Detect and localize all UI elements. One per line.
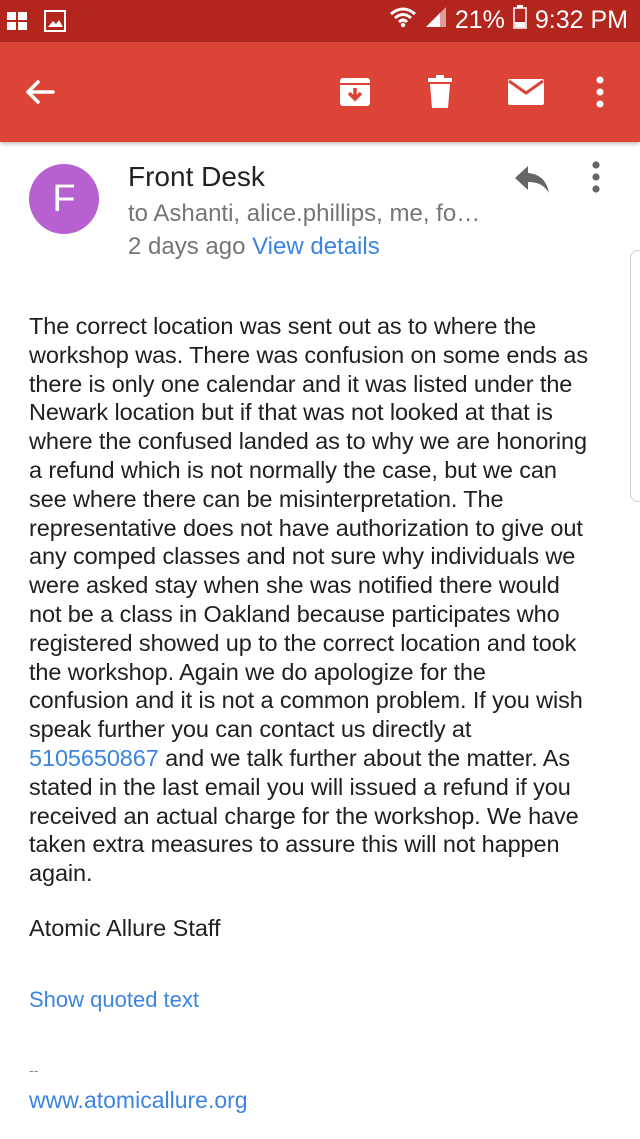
app-bar [0, 42, 640, 142]
back-arrow-icon [23, 75, 57, 109]
message-body [29, 312, 623, 888]
time-ago: 2 days ago [128, 233, 246, 260]
archive-button[interactable] [333, 70, 377, 114]
signature: Atomic Allure Staff [29, 915, 221, 941]
body-line: workshop was. There was confusion on some ends as [29, 341, 588, 368]
status-bar [0, 0, 640, 42]
message-more-button[interactable] [590, 160, 618, 202]
scroll-handle[interactable] [630, 250, 640, 502]
battery-icon [513, 5, 527, 36]
avatar[interactable] [29, 164, 99, 234]
wifi-icon [389, 6, 417, 35]
more-vert-icon [590, 160, 602, 194]
body-line-rest: and we talk further about the matter. As [158, 744, 571, 771]
body-line: the workshop. Again we do apologize for the [29, 658, 486, 685]
website-link[interactable]: www.atomicallure.org [29, 1087, 248, 1113]
body-line: a refund which is not normally the case, but we can [29, 456, 557, 483]
clock: 9:32 PM [534, 6, 628, 34]
body-line: Newark location but if that was not looked at that is [29, 399, 553, 426]
more-vert-icon [595, 75, 605, 109]
back-button[interactable] [18, 70, 62, 114]
reply-icon [512, 162, 552, 196]
body-line: representative does not have authorization to give out [29, 514, 583, 541]
body-line: speak further you can contact us directly at [29, 716, 472, 743]
view-details-link[interactable]: View details [252, 233, 380, 260]
signal-icon [425, 6, 447, 35]
notification-icon [6, 10, 30, 37]
body-line: were asked stay when she was notified there would [29, 572, 560, 599]
body-line: there is only one calendar and it was listed under the [29, 370, 573, 397]
body-line: any comped classes and not sure why individuals we [29, 543, 576, 570]
avatar-letter: F [52, 177, 76, 220]
body-line: The correct location was sent out as to where the [29, 313, 537, 339]
body-line: stated in the last email you will issued a refund if you [29, 773, 571, 800]
show-quoted-text-link[interactable]: Show quoted text [29, 987, 200, 1012]
body-line: see where there can be misinterpretation. The [29, 485, 504, 512]
body-line: not be a class in Oakland because participates who [29, 600, 560, 627]
reply-button[interactable] [512, 162, 556, 202]
body-line [29, 744, 623, 773]
trash-icon [424, 74, 456, 110]
message-meta [128, 233, 380, 261]
body-line: again. [29, 860, 93, 887]
archive-icon [337, 74, 373, 110]
delete-button[interactable] [418, 70, 462, 114]
body-line: received an actual charge for the workshop. We have [29, 802, 579, 829]
body-line: registered showed up to the correct location and took [29, 629, 577, 656]
mail-icon [506, 76, 546, 108]
message-header [0, 142, 640, 272]
recipients: to Ashanti, alice.phillips, me, fo… [128, 200, 481, 227]
body-line: confusion and it is not a common problem. If you wish [29, 687, 583, 714]
sender-name: Front Desk [128, 161, 265, 192]
more-options-button[interactable] [578, 70, 622, 114]
gallery-icon [44, 10, 66, 37]
mark-unread-button[interactable] [504, 70, 548, 114]
battery-level: 21% [454, 6, 505, 34]
phone-link[interactable]: 5105650867 [29, 744, 159, 771]
body-line: where the confused landed as to why we are honoring [29, 428, 587, 455]
signature-separator: -- [29, 1062, 39, 1078]
body-line: taken extra measures to assure this will not happen [29, 831, 560, 858]
